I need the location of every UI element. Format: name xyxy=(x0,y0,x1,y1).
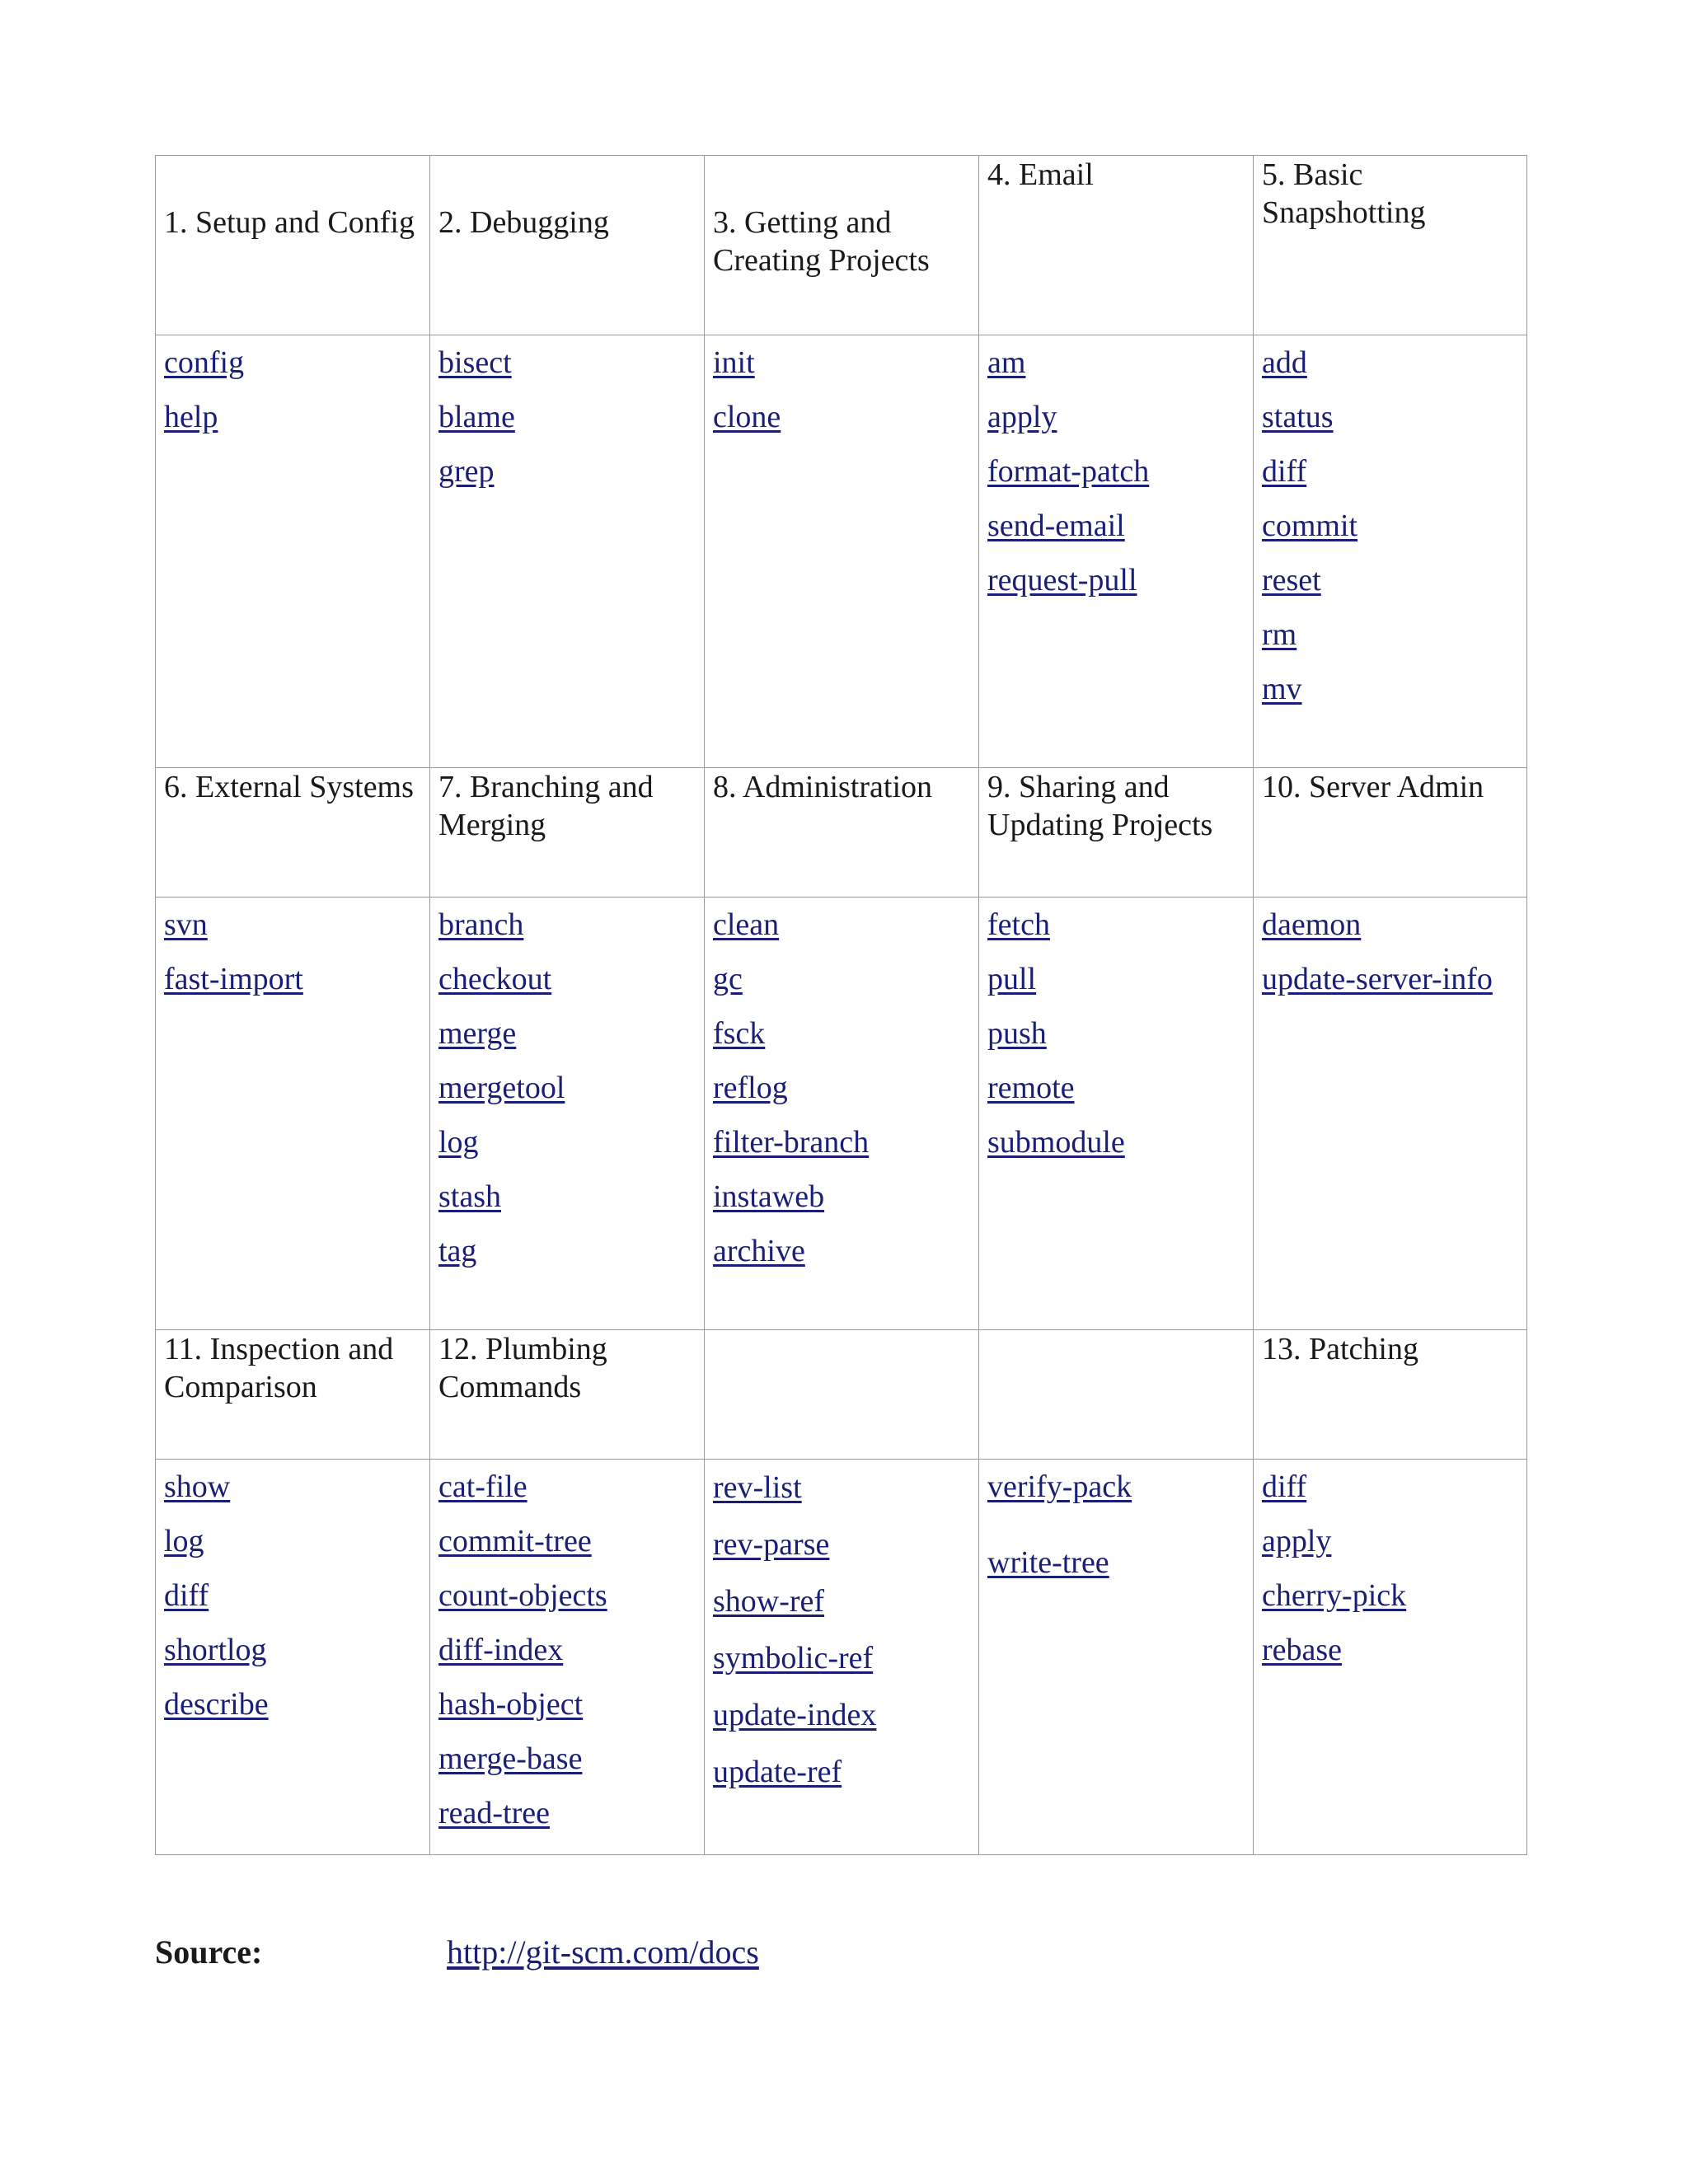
command-link-add[interactable]: add xyxy=(1262,345,1307,380)
command-link-rev-parse[interactable]: rev-parse xyxy=(713,1527,830,1562)
command-link-apply[interactable]: apply xyxy=(987,400,1057,434)
command-row-2 xyxy=(156,898,1527,1330)
section-heading: 5. Basic Snapshotting xyxy=(1262,157,1426,230)
heading-row-3 xyxy=(156,1330,1527,1460)
command-link-diff[interactable]: diff xyxy=(1262,454,1307,489)
command-cell xyxy=(979,335,1254,768)
command-link-merge-base[interactable]: merge-base xyxy=(438,1741,583,1776)
command-link-branch[interactable]: branch xyxy=(438,907,524,942)
command-cell xyxy=(1254,1460,1527,1855)
command-link-rev-list[interactable]: rev-list xyxy=(713,1470,802,1505)
command-link-pull[interactable]: pull xyxy=(987,962,1037,996)
command-link-filter-branch[interactable]: filter-branch xyxy=(713,1125,870,1160)
command-link-update-index[interactable]: update-index xyxy=(713,1698,877,1732)
heading-cell xyxy=(1254,1330,1527,1460)
source-link[interactable]: http://git-scm.com/docs xyxy=(447,1933,759,1971)
command-link-fast-import[interactable]: fast-import xyxy=(164,962,303,996)
command-link-log[interactable]: log xyxy=(164,1524,204,1558)
git-commands-table xyxy=(155,155,1527,1855)
command-link-fsck[interactable]: fsck xyxy=(713,1016,766,1051)
section-heading: 13. Patching xyxy=(1262,1332,1418,1366)
heading-cell xyxy=(979,768,1254,898)
command-link-reset[interactable]: reset xyxy=(1262,563,1321,598)
heading-cell xyxy=(1254,156,1527,335)
section-heading: 1. Setup and Config xyxy=(164,205,415,240)
section-heading: 8. Administration xyxy=(713,770,932,804)
heading-cell xyxy=(430,1330,705,1460)
heading-cell xyxy=(1254,768,1527,898)
command-cell xyxy=(705,898,979,1330)
command-cell xyxy=(156,898,430,1330)
command-cell xyxy=(156,1460,430,1855)
command-link-config[interactable]: config xyxy=(164,345,245,380)
section-heading: 6. External Systems xyxy=(164,770,414,804)
command-link-daemon[interactable]: daemon xyxy=(1262,907,1362,942)
command-link-request-pull[interactable]: request-pull xyxy=(987,563,1137,598)
command-link-am[interactable]: am xyxy=(987,345,1026,380)
heading-cell xyxy=(705,768,979,898)
section-heading: 3. Getting and Creating Projects xyxy=(713,205,930,278)
command-link-archive[interactable]: archive xyxy=(713,1234,805,1268)
heading-cell xyxy=(979,156,1254,335)
command-link-write-tree[interactable]: write-tree xyxy=(987,1545,1109,1580)
command-cell xyxy=(430,1460,705,1855)
section-heading: 4. Email xyxy=(987,157,1094,192)
command-link-commit-tree[interactable]: commit-tree xyxy=(438,1524,592,1558)
command-link-diff[interactable]: diff xyxy=(1262,1469,1307,1504)
command-cell xyxy=(156,335,430,768)
command-link-rebase[interactable]: rebase xyxy=(1262,1633,1343,1667)
heading-cell xyxy=(430,156,705,335)
section-heading: 11. Inspection and Comparison xyxy=(164,1332,394,1404)
command-link-cherry-pick[interactable]: cherry-pick xyxy=(1262,1578,1407,1613)
command-link-symbolic-ref[interactable]: symbolic-ref xyxy=(713,1641,874,1675)
command-link-checkout[interactable]: checkout xyxy=(438,962,552,996)
command-cell xyxy=(430,898,705,1330)
command-link-merge[interactable]: merge xyxy=(438,1016,517,1051)
command-link-count-objects[interactable]: count-objects xyxy=(438,1578,607,1613)
command-link-format-patch[interactable]: format-patch xyxy=(987,454,1150,489)
command-cell xyxy=(979,1460,1254,1855)
command-cell xyxy=(1254,335,1527,768)
command-link-apply[interactable]: apply xyxy=(1262,1524,1332,1558)
command-link-log[interactable]: log xyxy=(438,1125,479,1160)
command-link-gc[interactable]: gc xyxy=(713,962,743,996)
command-row-3 xyxy=(156,1460,1527,1855)
command-link-update-server-info[interactable]: update-server-info xyxy=(1262,962,1493,996)
command-link-verify-pack[interactable]: verify-pack xyxy=(987,1469,1132,1504)
command-link-update-ref[interactable]: update-ref xyxy=(713,1755,842,1789)
heading-cell-empty xyxy=(705,1330,979,1460)
command-link-blame[interactable]: blame xyxy=(438,400,515,434)
command-link-grep[interactable]: grep xyxy=(438,454,495,489)
command-link-remote[interactable]: remote xyxy=(987,1071,1075,1105)
heading-row-2 xyxy=(156,768,1527,898)
command-link-describe[interactable]: describe xyxy=(164,1687,269,1722)
heading-row-1 xyxy=(156,156,1527,335)
command-link-reflog[interactable]: reflog xyxy=(713,1071,788,1105)
command-link-clone[interactable]: clone xyxy=(713,400,781,434)
command-link-show[interactable]: show xyxy=(164,1469,231,1504)
section-heading: 2. Debugging xyxy=(438,205,609,240)
heading-cell xyxy=(156,768,430,898)
command-cell xyxy=(979,898,1254,1330)
heading-cell xyxy=(156,156,430,335)
document-page xyxy=(155,155,1526,1855)
command-cell xyxy=(705,1460,979,1855)
command-link-push[interactable]: push xyxy=(987,1016,1047,1051)
command-link-hash-object[interactable]: hash-object xyxy=(438,1687,584,1722)
command-cell xyxy=(705,335,979,768)
command-cell xyxy=(430,335,705,768)
command-link-commit[interactable]: commit xyxy=(1262,509,1358,543)
command-link-cat-file[interactable]: cat-file xyxy=(438,1469,528,1504)
command-cell xyxy=(1254,898,1527,1330)
section-heading: 9. Sharing and Updating Projects xyxy=(987,770,1213,842)
command-link-send-email[interactable]: send-email xyxy=(987,509,1125,543)
command-link-diff[interactable]: diff xyxy=(164,1578,209,1613)
command-link-shortlog[interactable]: shortlog xyxy=(164,1633,267,1667)
command-link-bisect[interactable]: bisect xyxy=(438,345,512,380)
section-heading: 7. Branching and Merging xyxy=(438,770,654,842)
section-heading: 10. Server Admin xyxy=(1262,770,1484,804)
command-link-show-ref[interactable]: show-ref xyxy=(713,1584,825,1619)
command-link-mv[interactable]: mv xyxy=(1262,672,1302,706)
command-link-tag[interactable]: tag xyxy=(438,1234,477,1268)
command-link-read-tree[interactable]: read-tree xyxy=(438,1796,550,1830)
command-link-svn[interactable]: svn xyxy=(164,907,208,942)
heading-cell-empty xyxy=(979,1330,1254,1460)
command-link-submodule[interactable]: submodule xyxy=(987,1125,1125,1160)
command-link-instaweb[interactable]: instaweb xyxy=(713,1179,825,1214)
command-link-mergetool[interactable]: mergetool xyxy=(438,1071,565,1105)
heading-cell xyxy=(156,1330,430,1460)
heading-cell xyxy=(430,768,705,898)
command-link-clean[interactable]: clean xyxy=(713,907,780,942)
command-link-stash[interactable]: stash xyxy=(438,1179,501,1214)
section-heading: 12. Plumbing Commands xyxy=(438,1332,607,1404)
heading-cell xyxy=(705,156,979,335)
source-label: Source: xyxy=(155,1933,263,1971)
command-link-status[interactable]: status xyxy=(1262,400,1334,434)
command-link-help[interactable]: help xyxy=(164,400,218,434)
command-row-1 xyxy=(156,335,1527,768)
command-link-init[interactable]: init xyxy=(713,345,755,380)
command-link-diff-index[interactable]: diff-index xyxy=(438,1633,564,1667)
command-link-fetch[interactable]: fetch xyxy=(987,907,1050,942)
command-link-rm[interactable]: rm xyxy=(1262,617,1297,652)
